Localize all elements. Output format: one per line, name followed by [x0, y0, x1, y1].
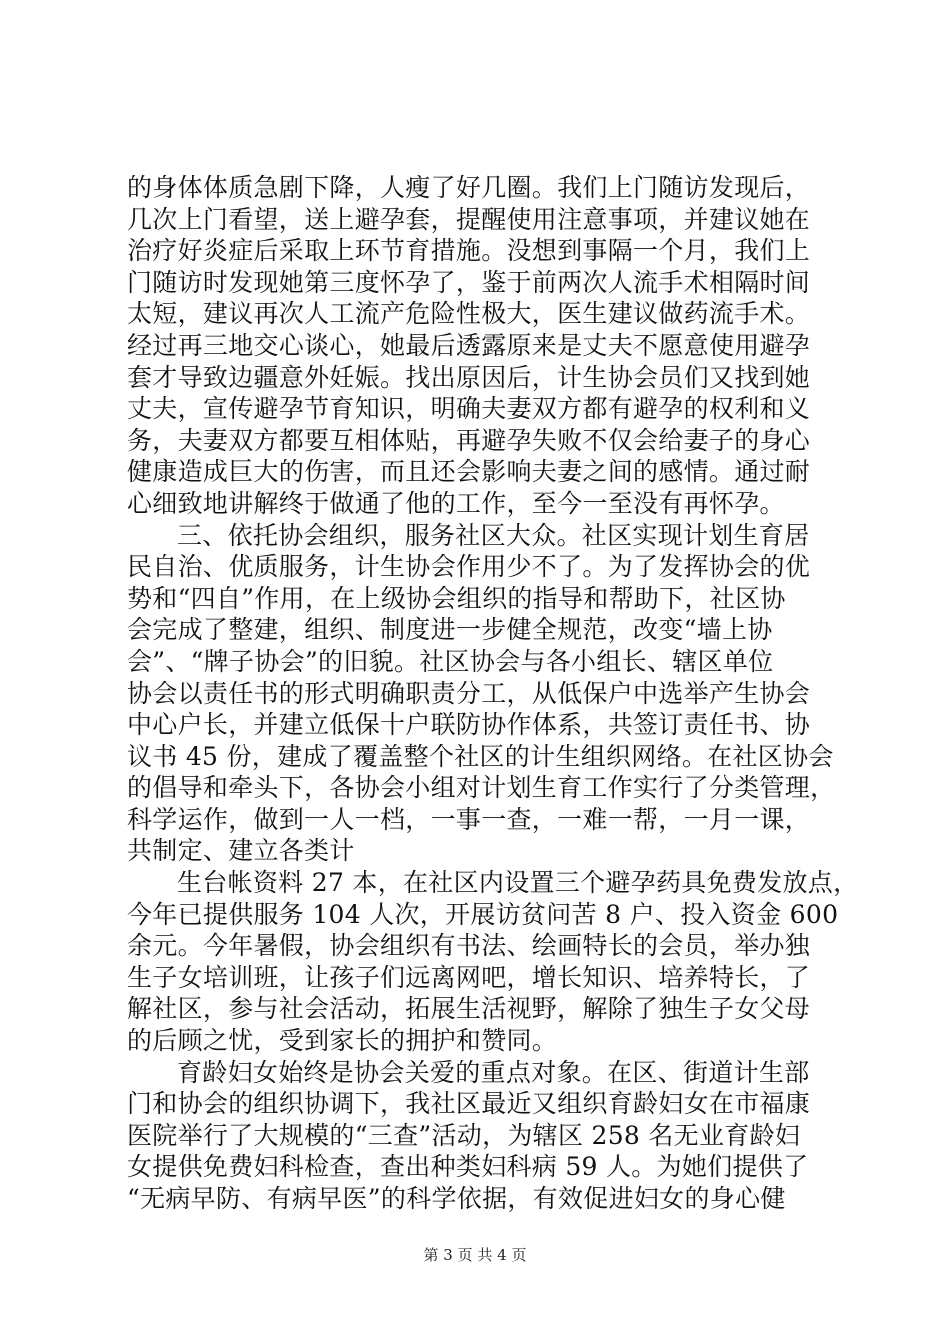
text-line: 三、依托协会组织，服务社区大众。社区实现计划生育居 — [177, 520, 810, 550]
text-line: 会完成了整建，组织、制度进一步健全规范，改变“墙上协 — [127, 615, 773, 645]
text-line: 门随访时发现她第三度怀孕了，鉴于前两次人流手术相隔时间 — [127, 267, 811, 297]
body-text — [127, 172, 859, 1215]
text-line: 经过再三地交心谈心，她最后透露原来是丈夫不愿意使用避孕 — [127, 330, 811, 360]
text-line: 育龄妇女始终是协会关爱的重点对象。在区、街道计生部 — [177, 1057, 810, 1087]
text-line: 太短，建议再次人工流产危险性极大，医生建议做药流手术。 — [127, 299, 811, 329]
text-line: 协会以责任书的形式明确职责分工，从低保户中选举产生协会 — [127, 678, 811, 708]
text-line: 科学运作，做到一人一档，一事一查，一难一帮，一月一课， — [127, 804, 811, 834]
text-line: 会”、“牌子协会”的旧貌。社区协会与各小组长、辖区单位 — [127, 646, 774, 676]
text-line: 解社区，参与社会活动，拓展生活视野，解除了独生子女父母 — [127, 994, 811, 1024]
text-line: 健康造成巨大的伤害，而且还会影响夫妻之间的感情。通过耐 — [127, 457, 811, 487]
text-line: 心细致地讲解终于做通了他的工作，至今一至没有再怀孕。 — [127, 488, 785, 518]
text-line: 医院举行了大规模的“三查”活动，为辖区 258 名无业育龄妇 — [127, 1120, 801, 1150]
text-line: 今年已提供服务 104 人次，开展访贫问苦 8 户、投入资金 600 — [127, 899, 839, 929]
text-line: “无病早防、有病早医”的科学依据，有效促进妇女的身心健 — [127, 1184, 786, 1213]
text-line: 共制定、建立各类计 — [127, 836, 355, 866]
text-line: 生子女培训班，让孩子们远离网吧，增长知识、培养特长，了 — [127, 962, 811, 992]
text-line: 门和协会的组织协调下，我社区最近又组织育龄妇女在市福康 — [127, 1089, 811, 1119]
text-line: 余元。今年暑假，协会组织有书法、绘画特长的会员，举办独 — [127, 931, 811, 961]
text-line: 务，夫妻双方都要互相体贴，再避孕失败不仅会给妻子的身心 — [127, 425, 811, 455]
text-line: 议书 45 份，建成了覆盖整个社区的计生组织网络。在社区协会 — [127, 741, 834, 771]
text-line: 中心户长，并建立低保十户联防协作体系，共签订责任书、协 — [127, 710, 811, 740]
text-line: 丈夫，宣传避孕节育知识，明确夫妻双方都有避孕的权利和义 — [127, 394, 811, 424]
text-line: 几次上门看望，送上避孕套，提醒使用注意事项，并建议她在 — [127, 204, 811, 234]
text-line: 治疗好炎症后采取上环节育措施。没想到事隔一个月，我们上 — [127, 236, 811, 266]
text-line: 套才导致边疆意外妊娠。找出原因后，计生协会员们又找到她 — [127, 362, 811, 392]
text-line: 的倡导和牵头下，各协会小组对计划生育工作实行了分类管理， — [127, 773, 836, 803]
text-line: 民自治、优质服务，计生协会作用少不了。为了发挥协会的优 — [127, 552, 811, 582]
text-line: 生台帐资料 27 本，在社区内设置三个避孕药具免费发放点， — [177, 868, 859, 898]
page-footer: 第 3 页 共 4 页 — [423, 1246, 527, 1264]
text-line: 势和“四自”作用，在上级协会组织的指导和帮助下，社区协 — [127, 583, 786, 613]
text-line: 的后顾之忧，受到家长的拥护和赞同。 — [127, 1026, 558, 1056]
text-line: 的身体体质急剧下降，人瘦了好几圈。我们上门随访发现后， — [127, 173, 811, 202]
text-line: 女提供免费妇科检查，查出种类妇科病 59 人。为她们提供了 — [127, 1152, 809, 1182]
